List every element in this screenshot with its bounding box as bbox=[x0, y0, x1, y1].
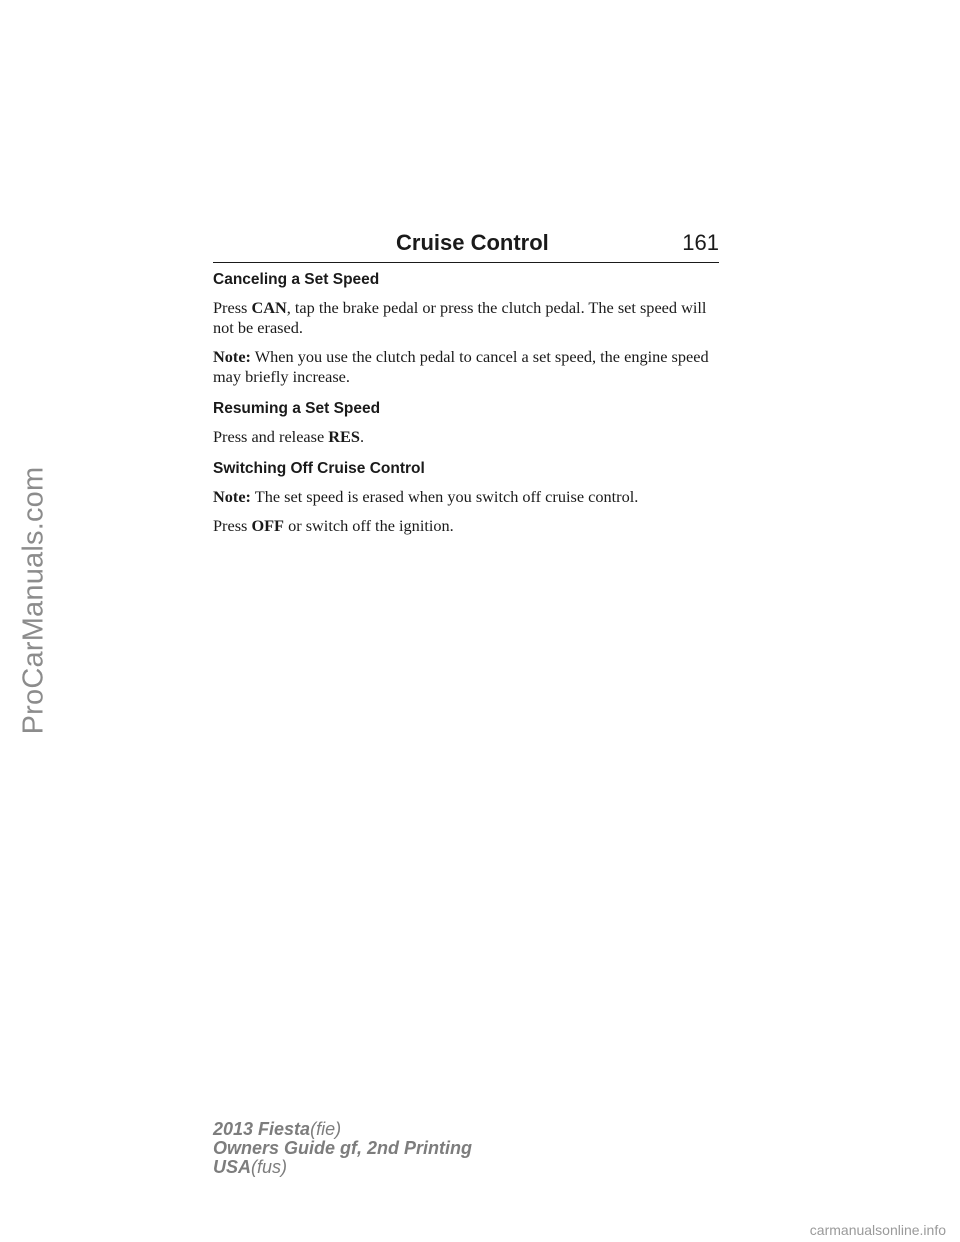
page-content bbox=[213, 270, 721, 545]
footer-market: USA bbox=[213, 1157, 252, 1177]
page-header bbox=[213, 226, 719, 263]
side-watermark-text: ProCarManuals.com bbox=[17, 466, 50, 734]
text-rest: or switch off the ignition. bbox=[284, 516, 454, 535]
heading-resuming: Resuming a Set Speed bbox=[213, 400, 381, 417]
note-switching-off bbox=[213, 487, 721, 507]
page-footer bbox=[213, 1120, 472, 1177]
note-label: Note: bbox=[213, 347, 251, 366]
paragraph-resuming bbox=[213, 427, 721, 447]
key-can: CAN bbox=[251, 298, 287, 317]
text-lead: Press and release bbox=[213, 427, 329, 446]
note-canceling bbox=[213, 347, 721, 387]
text-lead: Press bbox=[213, 516, 252, 535]
text-lead: Press bbox=[213, 298, 252, 317]
side-watermark bbox=[4, 380, 64, 820]
footer-line-market bbox=[213, 1158, 472, 1177]
heading-canceling: Canceling a Set Speed bbox=[213, 271, 380, 288]
footer-guide: Owners Guide gf, 2nd Printing bbox=[213, 1138, 473, 1158]
footer-model-code: (fie) bbox=[310, 1119, 342, 1139]
footer-line-model bbox=[213, 1120, 472, 1139]
note-text: When you use the clutch pedal to cancel a set speed, the engine speed may briefly increase. bbox=[213, 347, 709, 386]
page-number: 161 bbox=[682, 230, 719, 255]
footer-model: 2013 Fiesta bbox=[213, 1119, 311, 1139]
section-title: Cruise Control bbox=[396, 230, 549, 255]
heading-switching-off: Switching Off Cruise Control bbox=[213, 460, 425, 477]
note-label: Note: bbox=[213, 487, 251, 506]
footer-line-guide bbox=[213, 1139, 472, 1158]
key-res: RES bbox=[328, 427, 360, 446]
bottom-watermark: carmanualsonline.info bbox=[809, 1222, 946, 1238]
paragraph-canceling bbox=[213, 298, 721, 338]
note-text: The set speed is erased when you switch off cruise control. bbox=[250, 487, 639, 506]
paragraph-switching-off bbox=[213, 516, 721, 536]
footer-market-code: (fus) bbox=[251, 1157, 288, 1177]
text-rest: , tap the brake pedal or press the clutch pedal. The set speed will not be erased. bbox=[213, 298, 707, 337]
key-off: OFF bbox=[251, 516, 285, 535]
text-rest: . bbox=[359, 427, 365, 446]
